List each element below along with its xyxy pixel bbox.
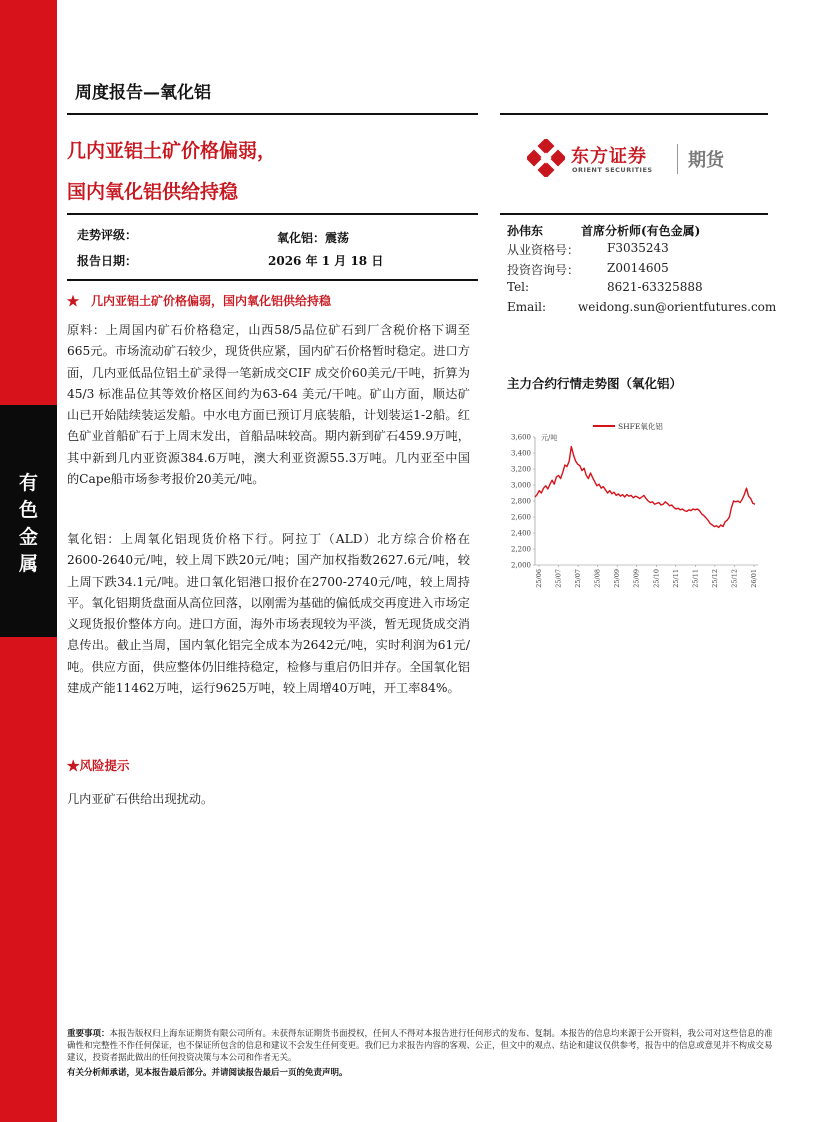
key-headline: ★ 几内亚铝土矿价格偏弱，国内氧化铝供给持稳	[67, 294, 332, 308]
y-tick-label: 2,400	[510, 529, 531, 538]
consult-label: 投资咨询号：	[507, 263, 580, 277]
category-char: 色	[18, 499, 38, 521]
risk-text: 几内亚矿石供给出现扰动。	[67, 792, 214, 806]
disclaimer	[67, 1028, 773, 1064]
tel-number: 8621-63325888	[607, 280, 703, 294]
series-line	[535, 447, 755, 528]
x-tick-label: 25/09	[632, 569, 641, 588]
logo-mark-icon	[527, 139, 565, 177]
x-tick-label: 25/10	[652, 569, 661, 588]
analyst-commitment-note: 有关分析师承诺，见本报告最后部分。并请阅读报告最后一页的免责声明。	[67, 1068, 348, 1078]
cert-label: 从业资格号：	[507, 243, 580, 257]
header-divider-left	[67, 113, 478, 115]
analyst-title: 首席分析师(有色金属)	[581, 224, 701, 238]
category-char: 属	[18, 553, 38, 575]
email-label: Email:	[507, 300, 547, 314]
logo-cn: 东方证券	[571, 146, 647, 167]
category-label	[0, 470, 57, 578]
y-tick-label: 3,200	[510, 465, 531, 474]
rating-value: 氧化铝：震荡	[277, 231, 350, 245]
disclaimer-label: 重要事项：	[67, 1029, 110, 1039]
meta-divider-right	[500, 213, 768, 215]
company-logo	[527, 138, 737, 178]
analyst-name: 孙伟东	[507, 224, 544, 238]
x-tick-label: 25/08	[593, 569, 602, 588]
price-chart	[500, 410, 770, 610]
email-link[interactable]: weidong.sun@orientfutures.com	[578, 300, 777, 314]
rating-divider	[67, 279, 478, 281]
y-tick-label: 3,400	[510, 449, 531, 458]
x-tick-label: 25/07	[574, 569, 583, 588]
disclaimer-text: 本报告版权归上海东证期货有限公司所有。未获得东证期货书面授权，任何人不得对本报告进行任何形式的发布、复制。本报告的信息均来源于公开资料，我公司对这些信息的准确性和完整性不作任何保证，也不保证所包含的信息和建议不会发生任何变更。我们已力求报告内容的客观、公正，但文中的观点、结论和建议仅供参考，报告中的信息或意见并不构成交易建议，投资者据此做出的任何投资决策与本公司和作者无关。	[67, 1029, 773, 1063]
tel-label: Tel:	[507, 280, 530, 294]
x-tick-label: 25/07	[554, 569, 563, 588]
logo-en: ORIENT SECURITIES	[572, 166, 653, 174]
x-tick-label: 25/12	[730, 569, 739, 588]
risk-title: ★风险提示	[67, 758, 130, 773]
paragraph-alumina: 氧化铝：上周氧化铝现货价格下行。阿拉丁（ALD）北方综合价格在2600-2640元/吨，较上周下跌20元/吨；国产加权指数2627.6元/吨，较上周下跌34.1元/吨。进口氧化铝港口报价在2700-2740元/吨，较上周持平。氧化铝期货盘面从高位回落，以刚需为基础的偏低成交再度进入市场定义现货报价整体方向。进口方面，海外市场表现较为平淡，暂无现货成交消息传出。截止当周，国内氧化铝完全成本为2642元/吨，实时利润为61元/吨。供应方面，供应整体仍旧维持稳定，检修与重启仍旧并存。全国氧化铝建成产能11462万吨，运行9625万吨，较上周增40万吨，开工率84%。	[67, 532, 470, 696]
chart-title: 主力合约行情走势图（氧化铝）	[507, 376, 683, 391]
rating-label: 走势评级：	[77, 228, 138, 242]
report-date: 2026 年 1 月 18 日	[268, 254, 384, 268]
date-label: 报告日期：	[77, 254, 138, 268]
y-tick-label: 2,600	[510, 513, 531, 522]
x-tick-label: 25/06	[535, 569, 543, 588]
report-type: 周度报告—氧化铝	[75, 83, 211, 103]
category-char: 金	[18, 526, 38, 548]
paragraph-raw-material: 原料：上周国内矿石价格稳定，山西58/5品位矿石到厂含税价格下调至665元。市场流动矿石较少，现货供应紧，国内矿石价格暂时稳定。进口方面，几内亚低品位铝土矿录得一笔新成交CIF 成交价60美元/干吨，折算为 45/3 标准品位其等效价格区间约为63-64 美元/干吨。矿山方面，顺达矿山已开始陆续装运发船。中水电方面已预订月底装船，计划装运1-2船。红色矿业首船矿石于上周末发出，首船品味较高。期内新到矿石459.9万吨，其中新到几内亚资源384.6万吨，澳大利亚资源55.3万吨。几内亚至中国的Cape船市场参考报价20美元/吨。	[67, 323, 470, 487]
x-tick-label: 25/12	[710, 569, 719, 588]
y-unit-label: 元/吨	[541, 434, 558, 442]
meta-divider-left	[67, 213, 478, 215]
x-tick-label: 25/09	[613, 569, 622, 588]
x-tick-label: 25/11	[671, 569, 680, 588]
y-tick-label: 2,800	[510, 497, 531, 506]
y-tick-label: 3,000	[510, 481, 531, 490]
category-char: 有	[18, 472, 38, 494]
y-tick-label: 2,200	[510, 545, 531, 554]
title-line-2: 国内氧化铝供给持稳	[67, 181, 239, 203]
title-line-1: 几内亚铝土矿价格偏弱，	[67, 140, 277, 162]
x-tick-label: 26/01	[750, 569, 758, 588]
logo-futures: 期货	[688, 150, 724, 171]
logo-separator	[677, 144, 678, 174]
y-tick-label: 2,000	[510, 561, 531, 570]
y-tick-label: 3,600	[510, 433, 531, 442]
cert-number: F3035243	[607, 241, 669, 255]
x-tick-label: 25/11	[691, 569, 700, 588]
header-divider-right	[500, 113, 768, 115]
consult-number: Z0014605	[607, 261, 669, 275]
legend-label: SHFE氧化铝	[618, 422, 663, 431]
